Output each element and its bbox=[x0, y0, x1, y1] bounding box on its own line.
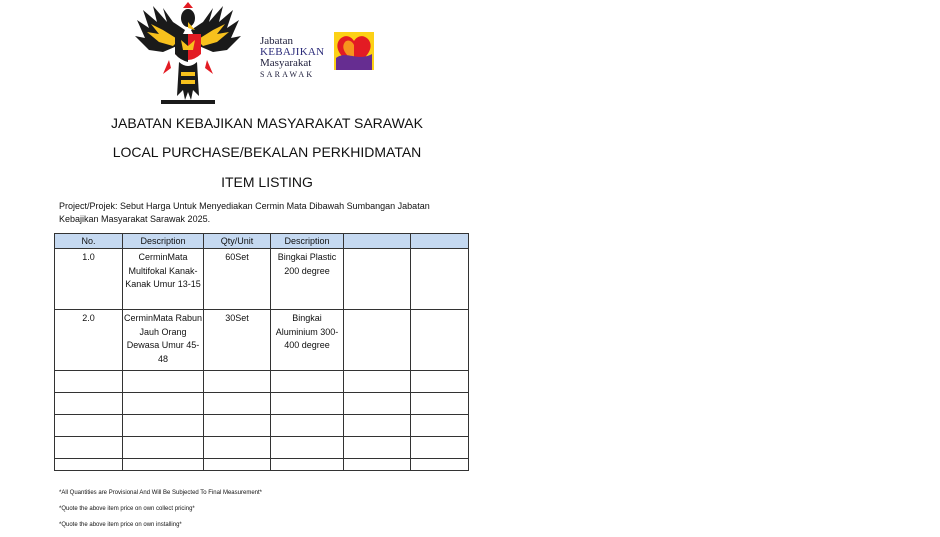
item-no: 1.0 bbox=[55, 249, 123, 310]
logo-line-3: Masyarakat bbox=[260, 57, 312, 69]
logo-line-2: KEBAJIKAN bbox=[260, 46, 325, 58]
table-row-empty bbox=[55, 459, 469, 471]
column-header-no: No. bbox=[55, 234, 123, 249]
logo-line-1: Jabatan bbox=[260, 35, 293, 47]
sarawak-crest-logo bbox=[133, 0, 243, 106]
empty-cell bbox=[411, 310, 469, 371]
form-title-heading: LOCAL PURCHASE/BEKALAN PERKHIDMATAN bbox=[112, 144, 422, 160]
item-qty: 60Set bbox=[204, 249, 271, 310]
column-header-description: Description bbox=[123, 234, 204, 249]
item-description: CerminMata Multifokal Kanak-Kanak Umur 13-15 bbox=[123, 249, 204, 310]
note-provisional: *All Quantities are Provisional And Will Be Subjected To Final Measurement* bbox=[59, 490, 262, 496]
column-header-description-2: Description bbox=[271, 234, 344, 249]
table-row bbox=[55, 310, 469, 371]
item-listing-heading: ITEM LISTING bbox=[221, 174, 313, 190]
logo-line-4: SARAWAK bbox=[260, 70, 315, 79]
table-row-empty bbox=[55, 437, 469, 459]
item-description-2: Bingkai Aluminium 300-400 degree bbox=[271, 310, 344, 371]
item-no: 2.0 bbox=[55, 310, 123, 371]
note-installing: *Quote the above item price on own installing* bbox=[59, 522, 182, 528]
empty-cell bbox=[344, 310, 411, 371]
note-collect-pricing: *Quote the above item price on own collect pricing* bbox=[59, 506, 195, 512]
table-header-row bbox=[55, 234, 469, 249]
table-row-empty bbox=[55, 415, 469, 437]
table-row-empty bbox=[55, 393, 469, 415]
column-header-qty-unit: Qty/Unit bbox=[204, 234, 271, 249]
heart-hands-icon bbox=[332, 28, 376, 72]
project-description: Project/Projek: Sebut Harga Untuk Menyediakan Cermin Mata Dibawah Sumbangan Jabatan Kebajikan Masyarakat Sarawak 2025. bbox=[59, 201, 430, 224]
table-row-empty bbox=[55, 371, 469, 393]
item-description-2: Bingkai Plastic 200 degree bbox=[271, 249, 344, 310]
empty-cell bbox=[411, 249, 469, 310]
table-row bbox=[55, 249, 469, 310]
item-qty: 30Set bbox=[204, 310, 271, 371]
column-header-blank-2 bbox=[411, 234, 469, 249]
organisation-heading: JABATAN KEBAJIKAN MASYARAKAT SARAWAK bbox=[111, 115, 423, 131]
logo-wordmark bbox=[260, 36, 324, 80]
jabatan-kebajikan-logo bbox=[260, 28, 380, 84]
empty-cell bbox=[344, 249, 411, 310]
column-header-blank-1 bbox=[344, 234, 411, 249]
item-description: CerminMata Rabun Jauh Orang Dewasa Umur 45-48 bbox=[123, 310, 204, 371]
notes-section bbox=[59, 489, 262, 537]
item-listing-table bbox=[54, 233, 469, 471]
